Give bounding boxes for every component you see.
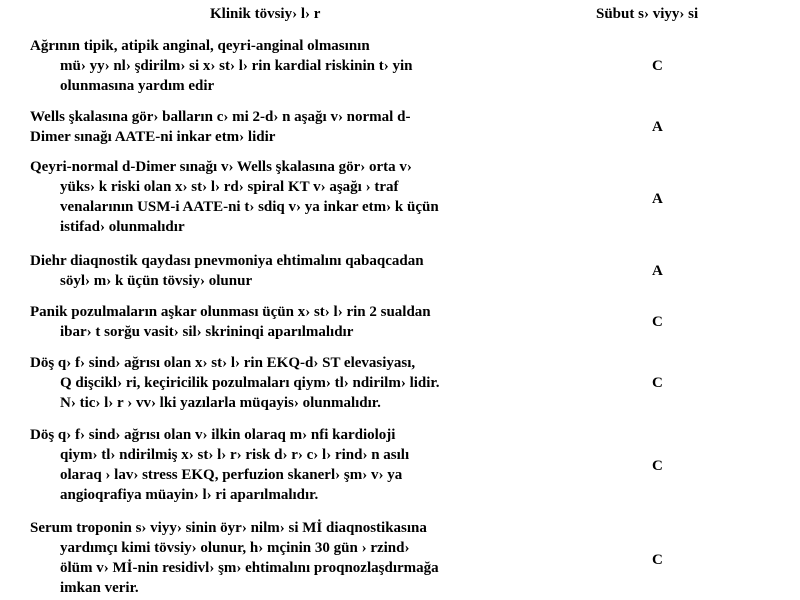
recommendation-line: Qeyri-normal d-Dimer sınağı v› Wells şkalasına gör› orta v› (30, 159, 412, 175)
evidence-level: A (652, 119, 663, 135)
recommendation-text (30, 353, 530, 413)
recommendation-line: ölüm v› Mİ-nin residivl› şm› ehtimalını proqnozlaşdırmağa (60, 560, 439, 576)
recommendation-line: Serum troponin s› viyy› sinin öyr› nilm› si Mİ diaqnostikasına (30, 520, 427, 536)
recommendation-text (30, 157, 530, 237)
evidence-level: C (652, 375, 663, 391)
recommendation-line: Diehr diaqnostik qaydası pnevmoniya ehtimalını qabaqcadan (30, 253, 424, 269)
recommendation-line: söyl› m› k üçün tövsiy› olunur (60, 273, 253, 289)
recommendation-line: Döş q› f› sind› ağrısı olan v› ilkin olaraq m› nfi kardioloji (30, 427, 396, 443)
recommendation-line: yüks› k riski olan x› st› l› rd› spiral KT v› aşağı › traf (60, 179, 399, 195)
recommendation-text (30, 425, 530, 505)
recommendation-line: mü› yy› nl› şdirilm› si x› st› l› rin kardial riskinin t› yin (60, 58, 413, 74)
recommendation-line: olaraq › lav› stress EKQ, perfuzion skanerl› şm› v› ya (60, 467, 403, 483)
recommendation-line: Q dişcikl› ri, keçiricilik pozulmaları qiym› tl› ndirilm› lidir. (60, 375, 440, 391)
evidence-level: A (652, 263, 663, 279)
evidence-level: C (652, 58, 663, 74)
recommendation-line: Dimer sınağı AATE-ni inkar etm› lidir (30, 129, 276, 145)
recommendation-line: angioqrafiya müayin› l› ri aparılmalıdır. (60, 487, 319, 503)
recommendation-line: Ağrının tipik, atipik anginal, qeyri-anginal olmasının (30, 38, 370, 54)
recommendation-line: yardımçı kimi tövsiy› olunur, h› mçinin 30 gün › rzind› (60, 540, 410, 556)
recommendation-line: venalarının USM-i AATE-ni t› sdiq v› ya inkar etm› k üçün (60, 199, 439, 215)
recommendation-line: Döş q› f› sind› ağrısı olan x› st› l› rin EKQ-d› ST elevasiyası, (30, 355, 416, 371)
recommendation-text (30, 251, 530, 291)
evidence-level: C (652, 552, 663, 568)
table-header (0, 6, 800, 26)
evidence-level: A (652, 191, 663, 207)
recommendation-line: N› tic› l› r › vv› lki yazılarla müqayis› olunmalıdır. (60, 395, 381, 411)
recommendation-line: istifad› olunmalıdır (60, 219, 185, 235)
recommendation-line: Panik pozulmaların aşkar olunması üçün x› st› l› rin 2 sualdan (30, 304, 431, 320)
recommendation-text (30, 518, 530, 598)
recommendation-line: qiym› tl› ndirilmiş x› st› l› r› risk d› r› c› l› rind› n asılı (60, 447, 410, 463)
recommendation-line: imkan verir. (60, 580, 139, 596)
recommendation-text (30, 107, 530, 147)
recommendation-line: Wells şkalasına gör› balların c› mi 2-d› n aşağı v› normal d- (30, 109, 411, 125)
recommendation-line: olunmasına yardım edir (60, 78, 215, 94)
recommendation-text (30, 302, 530, 342)
column-header-recommendations: Klinik tövsiy› l› r (210, 6, 321, 22)
evidence-level: C (652, 314, 663, 330)
recommendation-text (30, 36, 530, 96)
column-header-evidence-level: Sübut s› viyy› si (596, 6, 699, 22)
recommendation-line: ibar› t sorğu vasit› sil› skrininqi aparılmalıdır (60, 324, 354, 340)
evidence-level: C (652, 458, 663, 474)
